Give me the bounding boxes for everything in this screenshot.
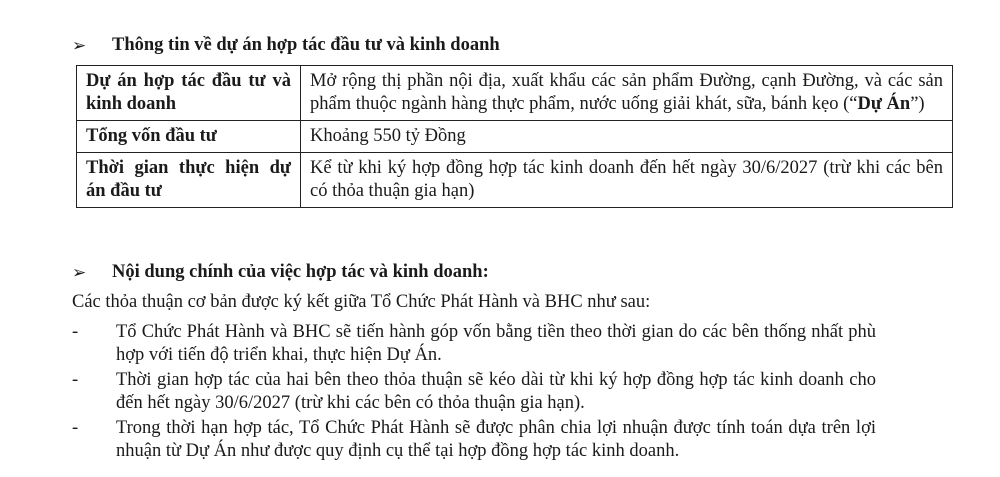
dash-marker: - <box>72 322 79 342</box>
section-heading-cooperation-content <box>72 261 489 284</box>
table-row <box>77 66 953 121</box>
list-item <box>72 321 902 367</box>
dash-marker: - <box>72 418 79 438</box>
row-value <box>301 66 953 121</box>
row-label: Dự án hợp tác đầu tư và kinh doanh <box>77 66 301 121</box>
list-item-text: Thời gian hợp tác của hai bên theo thỏa thuận sẽ kéo dài từ khi ký hợp đồng hợp tác kinh doanh cho đến hết ngày 30/6/2027 (trừ khi các bên có thỏa thuận gia hạn). <box>116 370 876 413</box>
row-value: Khoảng 550 tỷ Đồng <box>301 121 953 153</box>
section-title: Nội dung chính của việc hợp tác và kinh doanh: <box>112 262 489 282</box>
list-item <box>72 369 902 415</box>
arrow-bullet-icon: ➢ <box>72 263 87 282</box>
dash-marker: - <box>72 370 79 390</box>
list-item-text: Tổ Chức Phát Hành và BHC sẽ tiến hành góp vốn bằng tiền theo thời gian do các bên thống nhất phù hợp với tiến độ triển khai, thực hiện Dự Án. <box>116 322 876 365</box>
section-title: Thông tin về dự án hợp tác đầu tư và kinh doanh <box>112 35 500 55</box>
row-label: Tổng vốn đầu tư <box>77 121 301 153</box>
project-info-table <box>76 65 953 208</box>
value-text-end: ”) <box>910 94 925 114</box>
defined-term: Dự Án <box>857 94 911 114</box>
arrow-bullet-icon: ➢ <box>72 36 87 55</box>
list-item <box>72 417 902 463</box>
section-heading-project-info <box>72 34 500 57</box>
list-item-text: Trong thời hạn hợp tác, Tổ Chức Phát Hành sẽ được phân chia lợi nhuận được tính toán dựa trên lợi nhuận từ Dự Án như được quy định cụ thể tại hợp đồng hợp tác kinh doanh. <box>116 418 876 461</box>
intro-paragraph: Các thỏa thuận cơ bản được ký kết giữa Tổ Chức Phát Hành và BHC như sau: <box>72 292 651 312</box>
agreement-list <box>72 321 902 465</box>
row-label: Thời gian thực hiện dự án đầu tư <box>77 153 301 208</box>
table-row <box>77 153 953 208</box>
table-row <box>77 121 953 153</box>
row-value: Kể từ khi ký hợp đồng hợp tác kinh doanh đến hết ngày 30/6/2027 (trừ khi các bên có thỏa thuận gia hạn) <box>301 153 953 208</box>
value-text: Mở rộng thị phần nội địa, xuất khẩu các sản phẩm Đường, cạnh Đường, và các sản phẩm thuộc ngành hàng thực phẩm, nước uống giải khát, sữa, bánh kẹo (“ <box>310 71 943 114</box>
